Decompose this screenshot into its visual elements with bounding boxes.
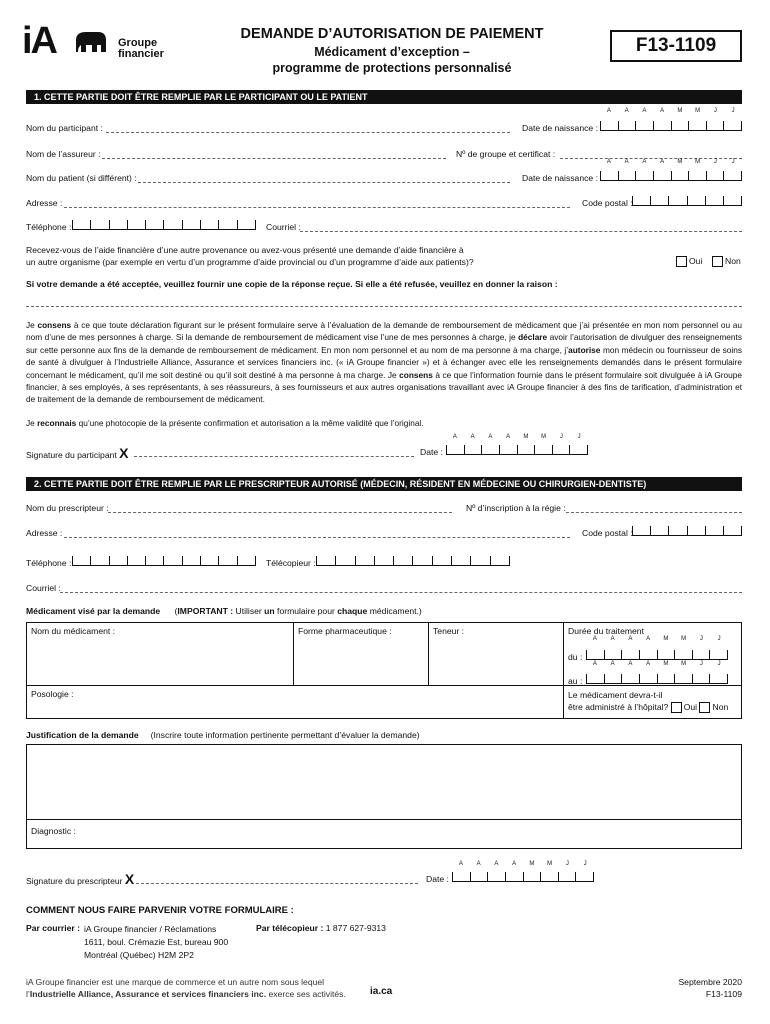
insurer-name-label: Nom de l’assureur : bbox=[26, 149, 101, 159]
prescriber-fax-field[interactable] bbox=[316, 556, 510, 566]
form-title: DEMANDE D’AUTORISATION DE PAIEMENT bbox=[240, 26, 544, 42]
phone-field[interactable] bbox=[72, 220, 256, 230]
footer-meta bbox=[642, 976, 742, 1000]
email-label: Courriel : bbox=[266, 222, 301, 232]
mail-address-line3: Montréal (Québec) H2M 2P2 bbox=[84, 950, 194, 960]
drug-name-label: Nom du médicament : bbox=[31, 626, 116, 636]
postal-code-label: Code postal : bbox=[582, 198, 633, 208]
by-fax: Par télécopieur : 1 877 627-9313 bbox=[256, 923, 386, 933]
how-to-send-heading: COMMENT NOUS FAIRE PARVENIR VOTRE FORMULAIRE : bbox=[26, 905, 294, 916]
footer-code: F13-1109 bbox=[705, 989, 742, 999]
subtitle-line2: programme de protections personnalisé bbox=[272, 61, 512, 75]
hospital-question-line1: Le médicament devra-t-il bbox=[568, 690, 663, 700]
email-field[interactable] bbox=[300, 222, 742, 232]
aid-no-option[interactable]: Non bbox=[712, 256, 741, 267]
checkbox[interactable] bbox=[676, 256, 687, 267]
strength-label: Teneur : bbox=[433, 626, 465, 636]
refusal-reason-field[interactable] bbox=[26, 297, 742, 307]
posology-label: Posologie : bbox=[31, 689, 74, 699]
prescriber-postal-label: Code postal : bbox=[582, 528, 633, 538]
justification-field[interactable] bbox=[26, 744, 742, 820]
trademark-line1: iA Groupe financier est une marque de commerce et un autre nom sous lequel bbox=[26, 977, 325, 987]
birth-date2-field[interactable] bbox=[600, 171, 742, 181]
prescriber-postal-field[interactable] bbox=[632, 526, 742, 536]
patient-name-field[interactable] bbox=[138, 173, 510, 183]
accepted-note: Si votre demande a été acceptée, veuillez fournir une copie de la réponse reçue. Si elle a été refusée, veuillez en donner la raison : bbox=[26, 279, 558, 289]
mail-address bbox=[84, 923, 228, 962]
pharma-form-cell[interactable] bbox=[293, 622, 429, 686]
trademark-line2: l’Industrielle Alliance, Assurance et services financiers inc. exerce ses activités. bbox=[26, 989, 346, 999]
justification-heading: Justification de la demande (Inscrire toute information pertinente permettant d’évaluer la demande) bbox=[26, 730, 420, 740]
to-label: au : bbox=[568, 676, 583, 686]
form-code-box: F13-1109 bbox=[610, 30, 742, 62]
address-label: Adresse : bbox=[26, 198, 63, 208]
prescriber-phone-field[interactable] bbox=[72, 556, 256, 566]
signature-date-field[interactable] bbox=[446, 445, 588, 455]
prescriber-email-label: Courriel : bbox=[26, 583, 61, 593]
strength-cell[interactable] bbox=[428, 622, 564, 686]
prescriber-date-field[interactable] bbox=[452, 872, 594, 882]
section1-header: 1. CETTE PARTIE DOIT ÊTRE REMPLIE PAR LE PARTICIPANT OU LE PATIENT bbox=[26, 90, 742, 104]
pharma-form-label: Forme pharmaceutique : bbox=[298, 626, 392, 636]
mail-address-line1: iA Groupe financier / Réclamations bbox=[84, 924, 217, 934]
birth-date-field[interactable] bbox=[600, 121, 742, 131]
prescriber-fax-label: Télécopieur : bbox=[266, 558, 316, 568]
address-field[interactable] bbox=[64, 198, 570, 208]
form-subtitle bbox=[222, 44, 562, 76]
drug-name-cell[interactable] bbox=[26, 622, 294, 686]
participant-name-label: Nom du participant : bbox=[26, 123, 103, 133]
from-date-field[interactable] bbox=[586, 650, 728, 660]
recognize-paragraph: Je reconnais qu’une photocopie de la présente confirmation et autorisation a la même validité que l’original. bbox=[26, 418, 424, 428]
consent-paragraph: Je consens à ce que toute déclaration figurant sur le présent formulaire serve à l’évaluation de la demande de remboursement de médicament que j’ai présentée en mon nom personnel ou au nom d’une de mes personnes à charge. Si la demande de remboursement de médicament vise l’une de mes personnes à charge, je déclare avoir l’autorisation de divulguer des renseignements sur cette personne aux fins de la demande de remboursement de médicament. En mon nom personnel et au nom de ma personne à ma charge, j’autorise mon médecin ou fournisseur de soins de santé à divulguer à l’Industrielle Alliance, Assurance et services financiers inc. (« iA Groupe financier ») et à échanger avec elle les renseignements demandés dans le présent formulaire concernant le médicament, qu’il me soit destiné ou qu’il soit destiné à ma personne à ma charge. Je consens à ce que l’information fournie dans le présent formulaire soit divulguée à iA Groupe financier, à ses employés, à ses représentants, à ses réassureurs, à ses fournisseurs et aux autres organisations travaillant avec iA Groupe financier à des fins de tarification, d’administration et de traitement de la demande de remboursement de médicament. bbox=[26, 320, 742, 405]
diagnosis-field[interactable] bbox=[26, 819, 742, 849]
hospital-question-line2: être administré à l’hôpital? Oui Non bbox=[568, 702, 729, 712]
signature-date-label: Date : bbox=[420, 447, 443, 457]
website-link[interactable]: ia.ca bbox=[370, 986, 393, 997]
prescriber-name-field[interactable] bbox=[108, 503, 452, 513]
logo-line1: Groupe bbox=[118, 37, 158, 49]
birth-date2-label: Date de naissance : bbox=[522, 173, 598, 183]
postal-code-field[interactable] bbox=[632, 196, 742, 206]
registration-field[interactable] bbox=[566, 503, 742, 513]
posology-cell[interactable] bbox=[26, 685, 564, 719]
date-header: A A A A M M J J bbox=[592, 661, 721, 667]
subtitle-line1: Médicament d’exception – bbox=[314, 45, 470, 59]
checkbox[interactable] bbox=[699, 702, 710, 713]
diagnosis-label: Diagnostic : bbox=[31, 826, 76, 836]
prescriber-signature-field[interactable] bbox=[136, 874, 418, 884]
group-cert-field[interactable] bbox=[560, 149, 742, 159]
footer-date: Septembre 2020 bbox=[678, 977, 742, 987]
date-header: A A A A M M J J bbox=[606, 159, 735, 165]
prescriber-signature-label: Signature du prescripteur X bbox=[26, 871, 135, 887]
hospital-cell bbox=[563, 685, 742, 719]
prescriber-address-label: Adresse : bbox=[26, 528, 63, 538]
hospital-yes-option[interactable]: Oui bbox=[671, 702, 697, 712]
prescriber-name-label: Nom du prescripteur : bbox=[26, 503, 109, 513]
trademark-notice bbox=[26, 976, 346, 1000]
duration-label: Durée du traitement bbox=[568, 626, 644, 636]
patient-name-label: Nom du patient (si différent) : bbox=[26, 173, 137, 183]
hospital-no-option[interactable]: Non bbox=[699, 702, 728, 712]
group-cert-label: Nº de groupe et certificat : bbox=[456, 149, 556, 159]
checkbox[interactable] bbox=[671, 702, 682, 713]
prescriber-address-field[interactable] bbox=[64, 528, 570, 538]
by-mail-label: Par courrier : bbox=[26, 923, 80, 933]
from-label: du : bbox=[568, 652, 583, 662]
participant-name-field[interactable] bbox=[106, 123, 510, 133]
date-header: A A A A M M J J bbox=[452, 434, 581, 440]
date-header: A A A A M M J J bbox=[592, 636, 721, 642]
insurer-name-field[interactable] bbox=[102, 149, 446, 159]
logo-line2: financier bbox=[118, 48, 164, 60]
prescriber-date-label: Date : bbox=[426, 874, 449, 884]
ia-logo-letters: iA bbox=[22, 20, 56, 62]
elephant-logo-icon bbox=[70, 28, 110, 56]
participant-signature-label: Signature du participant X bbox=[26, 445, 129, 461]
date-header: A A A A M M J J bbox=[458, 861, 587, 867]
prescriber-phone-label: Téléphone : bbox=[26, 558, 72, 568]
registration-label: Nº d’inscription à la régie : bbox=[466, 503, 566, 513]
drug-heading: Médicament visé par la demande (IMPORTANT : Utiliser un formulaire pour chaque médicament.) bbox=[26, 606, 422, 616]
date-header: A A A A M M J J bbox=[606, 108, 735, 114]
aid-yes-option[interactable]: Oui bbox=[676, 256, 702, 267]
mail-address-line2: 1611, boul. Crémazie Est, bureau 900 bbox=[84, 937, 229, 947]
birth-date-label: Date de naissance : bbox=[522, 123, 598, 133]
checkbox[interactable] bbox=[712, 256, 723, 267]
aid-question: Recevez-vous de l’aide financière d’une autre provenance ou avez-vous présenté une demande d’aide financière à un autre organisme (par exemple en vertu d’un programme d’aide provincial ou d’un programme d’aide aux patients)? bbox=[26, 245, 474, 267]
participant-signature-field[interactable] bbox=[134, 447, 414, 457]
phone-label: Téléphone : bbox=[26, 222, 72, 232]
logo-text bbox=[118, 38, 164, 60]
to-date-field[interactable] bbox=[586, 674, 728, 684]
section2-header: 2. CETTE PARTIE DOIT ÊTRE REMPLIE PAR LE PRESCRIPTEUR AUTORISÉ (MÉDECIN, RÉSIDENT EN MÉDECINE OU CHIRURGIEN-DENTISTE) bbox=[26, 477, 742, 491]
prescriber-email-field[interactable] bbox=[60, 583, 742, 593]
